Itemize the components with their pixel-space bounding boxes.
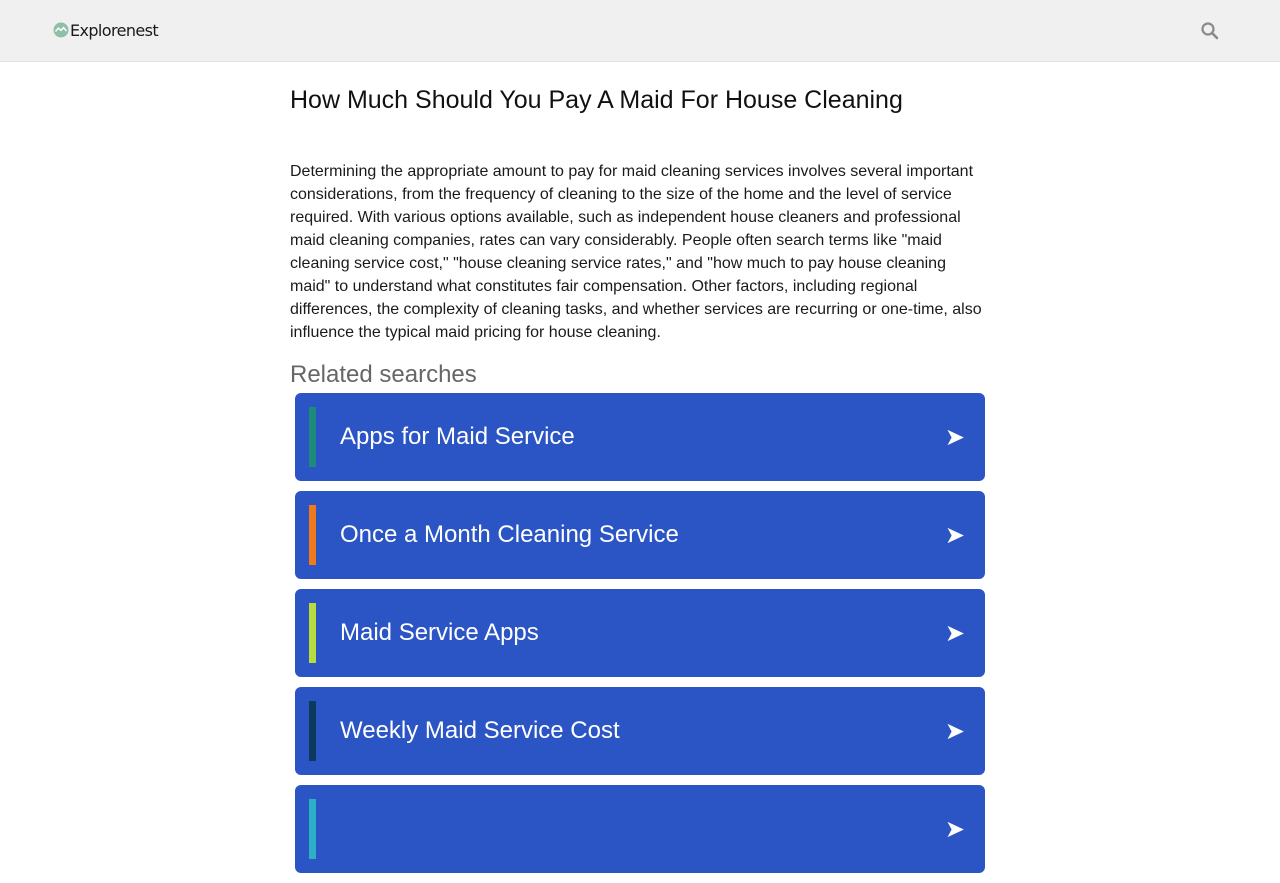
arrow-right-icon: ➤ bbox=[944, 815, 965, 843]
related-search-card[interactable] bbox=[295, 393, 985, 481]
arrow-right-icon: ➤ bbox=[944, 619, 965, 647]
card-label: Once a Month Cleaning Service bbox=[340, 521, 679, 548]
card-accent-bar bbox=[309, 505, 316, 565]
top-bar bbox=[0, 0, 1280, 62]
card-accent-bar bbox=[309, 701, 316, 761]
arrow-right-icon: ➤ bbox=[944, 717, 965, 745]
card-label: Apps for Maid Service bbox=[340, 423, 575, 450]
related-searches-list bbox=[295, 393, 985, 883]
article-content bbox=[290, 62, 990, 392]
related-search-card[interactable] bbox=[295, 785, 985, 873]
article-intro: Determining the appropriate amount to pay for maid cleaning services involves several important considerations, from the frequency of cleaning to the size of the home and the level of service required. With various options available, such as independent house cleaners and professional maid cleaning companies, rates can vary considerably. People often search terms like "maid cleaning service cost," "house cleaning service rates," and "how much to pay house cleaning maid" to understand what constitutes fair compensation. Other factors, including regional differences, the complexity of cleaning tasks, and whether services are recurring or one-time, also influence the typical maid pricing for house cleaning. bbox=[290, 163, 982, 341]
card-accent-bar bbox=[309, 603, 316, 663]
page-title: How Much Should You Pay A Maid For House Cleaning bbox=[290, 86, 903, 114]
globe-icon bbox=[53, 22, 69, 38]
search-button[interactable] bbox=[1198, 19, 1222, 43]
search-icon bbox=[1198, 19, 1222, 43]
card-accent-bar bbox=[309, 799, 316, 859]
related-search-card[interactable] bbox=[295, 589, 985, 677]
arrow-right-icon: ➤ bbox=[944, 423, 965, 451]
related-search-card[interactable] bbox=[295, 491, 985, 579]
logo-text: Explorenest bbox=[70, 20, 159, 40]
card-label: Weekly Maid Service Cost bbox=[340, 717, 620, 744]
card-accent-bar bbox=[309, 407, 316, 467]
card-label: Maid Service Apps bbox=[340, 619, 539, 646]
site-logo[interactable] bbox=[53, 20, 158, 40]
arrow-right-icon: ➤ bbox=[944, 521, 965, 549]
related-search-card[interactable] bbox=[295, 687, 985, 775]
related-searches-heading: Related searches bbox=[290, 361, 477, 388]
